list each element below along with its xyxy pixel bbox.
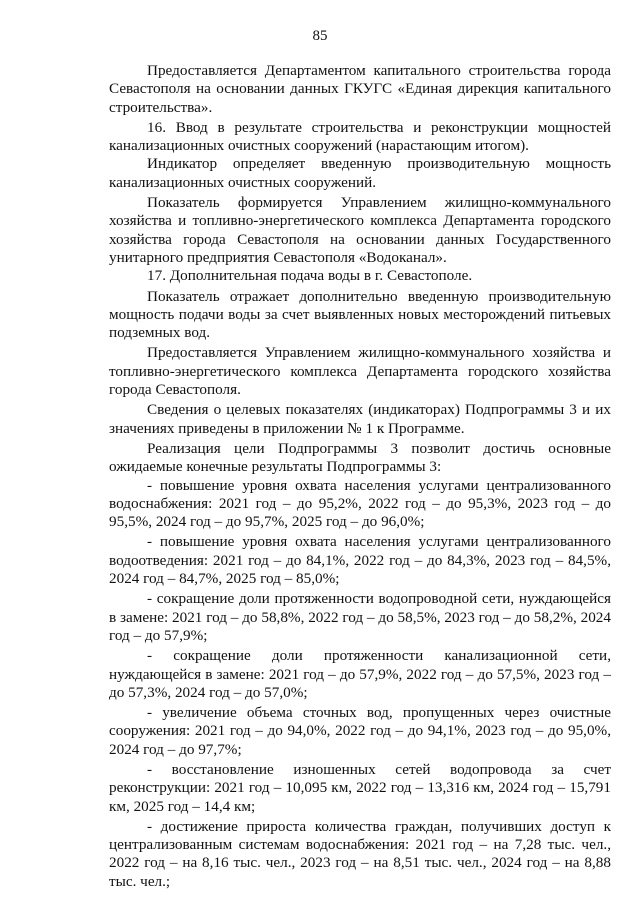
list-item-sewer-network-replacement: - сокращение доли протяженности канализационной сети, нуждающейся в замене: 2021 год – до 57,9%, 2022 год – до 57,5%, 2023 год – до 57,3%, 2024 год – до 57,0%; [109,647,611,701]
document-body [109,62,611,893]
list-item-wastewater-treatment: - увеличение объема сточных вод, пропущенных через очистные сооружения: 2021 год – до 94,0%, 2022 год – до 94,1%, 2023 год – до 95,0%, 2024 год – до 97,7%; [109,704,611,758]
page-number: 85 [312,28,328,44]
list-item-water-supply-coverage: - повышение уровня охвата населения услугами централизованного водоснабжения: 2021 год – до 95,2%, 2022 год – до 95,3%, 2023 год – до 95,5%, 2024 год – до 95,7%, 2025 год – до 96,0%; [109,476,611,531]
paragraph-indicator-16-source: Показатель формируется Управлением жилищно-коммунального хозяйства и топливно-энергетического комплекса Департамента городского хозяйства города Севастополя на основании данных Государственного унитарного предприятия Севастополя «Водоканал». [109,194,611,266]
paragraph-source-capital-construction: Предоставляется Департаментом капитального строительства города Севастополя на основании данных ГКУГС «Единая дирекция капитального строительства». [109,62,611,116]
paragraph-indicator-16-definition: Индикатор определяет введенную производительную мощность канализационных очистных сооружений. [109,155,611,191]
paragraph-indicator-17-title: 17. Дополнительная подача воды в г. Севастополе. [147,267,473,285]
list-item-citizens-access: - достижение прироста количества граждан, получивших доступ к централизованным системам водоснабжения: 2021 год – на 7,28 тыс. чел., 2022 год – на 8,16 тыс. чел., 2023 год – на 8,51 тыс. чел., 2024 год – на 8,88 тыс. чел.; [109,817,611,890]
list-item-network-restoration: - восстановление изношенных сетей водопровода за счет реконструкции: 2021 год – 10,095 км, 2022 год – 13,316 км, 2024 год – 15,791 км, 2025 год – 14,4 км; [109,760,611,815]
paragraph-indicator-17-source: Предоставляется Управлением жилищно-коммунального хозяйства и топливно-энергетического комплекса Департамента городского хозяйства города Севастополя. [109,344,611,399]
list-item-sewerage-coverage: - повышение уровня охвата населения услугами централизованного водоотведения: 2021 год – до 84,1%, 2022 год – до 84,3%, 2023 год – 84,5%, 2024 год – 84,7%, 2025 год – 85,0%; [109,533,611,588]
list-item-water-network-replacement: - сокращение доли протяженности водопроводной сети, нуждающейся в замене: 2021 год – до 58,8%, 2022 год – до 58,5%, 2023 год – до 58,2%, 2024 год – до 57,9%; [109,590,611,644]
paragraph-expected-results-intro: Реализация цели Подпрограммы 3 позволит достичь основные ожидаемые конечные результаты Подпрограммы 3: [109,439,611,476]
paragraph-indicator-16-title: 16. Ввод в результате строительства и реконструкции мощностей канализационных очистных сооружений (нарастающим итогом). [109,118,611,155]
paragraph-indicator-17-definition: Показатель отражает дополнительно введенную производительную мощность подачи воды за счет выявленных новых месторождений питьевых подземных вод. [109,287,611,342]
paragraph-targets-reference: Сведения о целевых показателях (индикаторах) Подпрограммы 3 и их значениях приведены в приложении № 1 к Программе. [109,401,611,437]
